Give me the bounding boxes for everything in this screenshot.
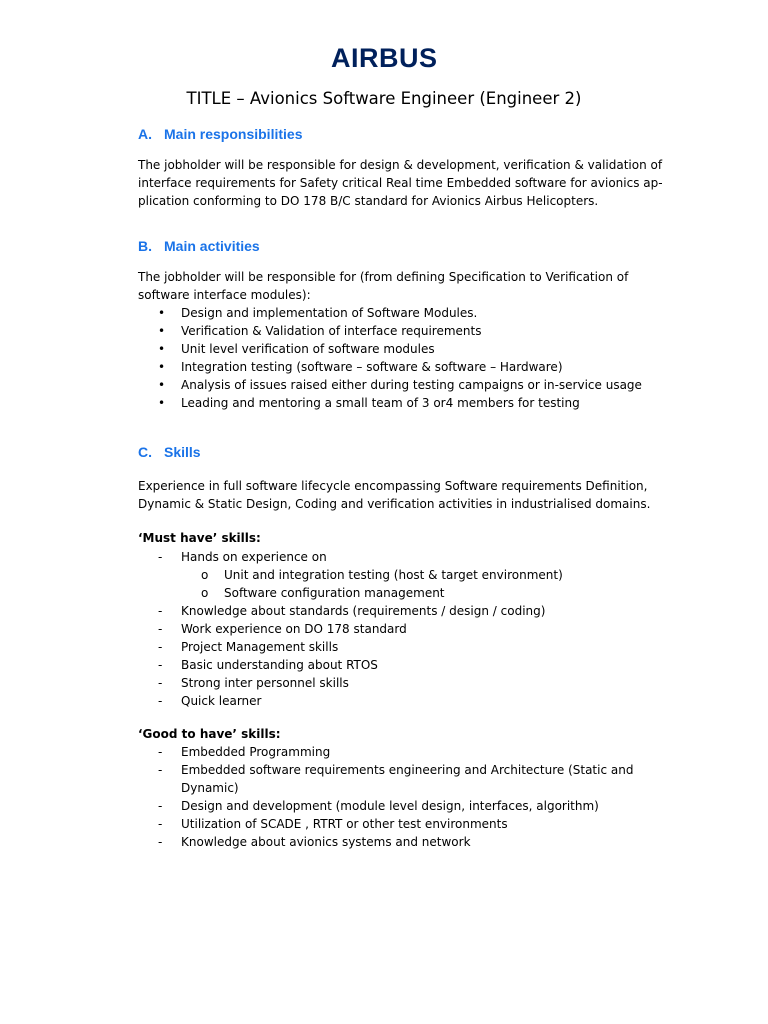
list-item-text: Hands on experience on bbox=[181, 550, 327, 564]
circle-bullet-icon: o bbox=[201, 586, 209, 600]
list-item bbox=[138, 674, 563, 692]
dash-icon: - bbox=[158, 763, 163, 777]
section-a-heading bbox=[138, 124, 302, 144]
list-item-text: Dynamic) bbox=[181, 781, 239, 795]
list-item bbox=[138, 815, 633, 833]
paragraph-line: software interface modules): bbox=[138, 288, 311, 302]
list-item-text: Basic understanding about RTOS bbox=[181, 658, 378, 672]
paragraph-line: The jobholder will be responsible for design & development, verification & validation of bbox=[138, 158, 663, 172]
bullet-icon: • bbox=[158, 342, 166, 356]
bullet-icon: • bbox=[158, 306, 166, 320]
section-b-letter: B. bbox=[138, 238, 152, 254]
bullet-icon: • bbox=[158, 324, 166, 338]
list-item-text: Knowledge about avionics systems and network bbox=[181, 835, 471, 849]
list-item-text: Embedded Programming bbox=[181, 745, 331, 759]
list-item bbox=[138, 602, 563, 620]
section-a-paragraph bbox=[138, 156, 663, 210]
paragraph-line: plication conforming to DO 178 B/C standard for Avionics Airbus Helicopters. bbox=[138, 194, 599, 208]
list-item-text: Unit and integration testing (host & target environment) bbox=[224, 568, 563, 582]
list-item-text: Analysis of issues raised either during testing campaigns or in-service usage bbox=[181, 378, 642, 392]
list-item-text: Quick learner bbox=[181, 694, 262, 708]
list-item bbox=[138, 761, 633, 779]
list-item-text: Verification & Validation of interface requirements bbox=[181, 324, 482, 338]
dash-icon: - bbox=[158, 745, 163, 759]
section-c-letter: C. bbox=[138, 444, 152, 460]
list-item bbox=[138, 304, 642, 322]
list-item-text: Embedded software requirements engineering and Architecture (Static and bbox=[181, 763, 634, 777]
paragraph-line: Experience in full software lifecycle encompassing Software requirements Definition, bbox=[138, 479, 648, 493]
dash-icon: - bbox=[158, 694, 163, 708]
list-item bbox=[138, 656, 563, 674]
document-title: TITLE – Avionics Software Engineer (Engineer 2) bbox=[186, 89, 582, 108]
list-item bbox=[138, 638, 563, 656]
bullet-icon: • bbox=[158, 360, 166, 374]
must-have-list bbox=[138, 548, 563, 710]
section-c-intro bbox=[138, 477, 658, 513]
dash-icon: - bbox=[158, 640, 163, 654]
section-a-letter: A. bbox=[138, 126, 152, 142]
airbus-logo: AIRBUS bbox=[331, 43, 438, 73]
paragraph-line: Dynamic & Static Design, Coding and verification activities in industrialised domains. bbox=[138, 497, 651, 511]
list-item-text: Work experience on DO 178 standard bbox=[181, 622, 407, 636]
paragraph-line: interface requirements for Safety critical Real time Embedded software for avionics ap- bbox=[138, 176, 663, 190]
list-item-text: Design and development (module level design, interfaces, algorithm) bbox=[181, 799, 599, 813]
dash-icon: - bbox=[158, 604, 163, 618]
list-item-text: Knowledge about standards (requirements / design / coding) bbox=[181, 604, 546, 618]
list-item-text: Unit level verification of software modules bbox=[181, 342, 435, 356]
section-b-heading bbox=[138, 236, 260, 256]
dash-icon: - bbox=[158, 658, 163, 672]
section-b-title: Main activities bbox=[164, 238, 260, 254]
list-item-text: Utilization of SCADE , RTRT or other test environments bbox=[181, 817, 508, 831]
dash-icon: - bbox=[158, 835, 163, 849]
dash-icon: - bbox=[158, 817, 163, 831]
paragraph-line: The jobholder will be responsible for (from defining Specification to Verification of bbox=[138, 270, 629, 284]
section-b-intro bbox=[138, 268, 658, 304]
bullet-icon: • bbox=[158, 378, 166, 392]
list-item bbox=[138, 548, 563, 566]
list-item-text: Leading and mentoring a small team of 3 or4 members for testing bbox=[181, 396, 580, 410]
list-item bbox=[138, 358, 642, 376]
section-c-heading bbox=[138, 442, 201, 462]
list-item bbox=[138, 340, 642, 358]
section-c-title: Skills bbox=[164, 444, 201, 460]
list-item-continuation bbox=[138, 779, 633, 797]
good-to-have-list bbox=[138, 743, 633, 851]
dash-icon: - bbox=[158, 622, 163, 636]
dash-icon: - bbox=[158, 550, 163, 564]
list-item-text: Design and implementation of Software Modules. bbox=[181, 306, 478, 320]
dash-icon: - bbox=[158, 799, 163, 813]
list-item bbox=[138, 833, 633, 851]
bullet-icon: • bbox=[158, 396, 166, 410]
list-item-text: Strong inter personnel skills bbox=[181, 676, 349, 690]
list-item bbox=[138, 743, 633, 761]
must-have-heading: ‘Must have’ skills: bbox=[138, 531, 261, 545]
list-item bbox=[138, 620, 563, 638]
list-item bbox=[138, 797, 633, 815]
circle-bullet-icon: o bbox=[201, 568, 209, 582]
activities-list bbox=[138, 304, 642, 412]
list-item bbox=[138, 376, 642, 394]
list-item-text: Project Management skills bbox=[181, 640, 339, 654]
list-item bbox=[138, 394, 642, 412]
section-a-title: Main responsibilities bbox=[164, 126, 303, 142]
list-item-text: Software configuration management bbox=[224, 586, 445, 600]
list-item bbox=[138, 322, 642, 340]
list-item-text: Integration testing (software – software & software – Hardware) bbox=[181, 360, 563, 374]
sub-list-item bbox=[138, 566, 563, 584]
list-item bbox=[138, 692, 563, 710]
dash-icon: - bbox=[158, 676, 163, 690]
sub-list-item bbox=[138, 584, 563, 602]
good-to-have-heading: ‘Good to have’ skills: bbox=[138, 727, 281, 741]
